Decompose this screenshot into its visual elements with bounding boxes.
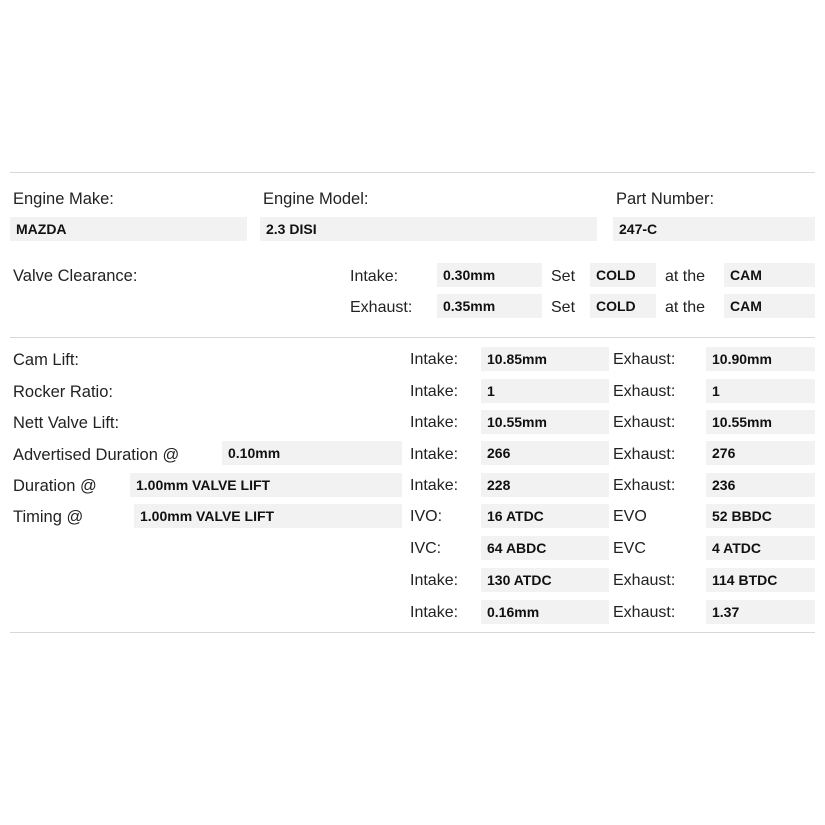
- advertised-duration-exhaust-label: Exhaust:: [613, 446, 676, 463]
- advertised-duration-intake-value: 266: [481, 441, 609, 465]
- cam-lift-intake-value: 10.85mm: [481, 347, 609, 371]
- rocker-ratio-intake-value: 1: [481, 379, 609, 403]
- duration-exhaust-value: 236: [706, 473, 815, 497]
- timing-at-value: 1.00mm VALVE LIFT: [134, 504, 402, 528]
- timing-label: Timing @: [13, 508, 84, 526]
- valve-clearance-intake-at-label: at the: [665, 268, 706, 285]
- valve-clearance-intake-set-label: Set: [551, 268, 576, 285]
- valve-clearance-label: Valve Clearance:: [13, 267, 138, 285]
- evo-label: EVO: [613, 508, 647, 525]
- centerline-exhaust-label: Exhaust:: [613, 572, 676, 589]
- valve-clearance-exhaust-value: 0.35mm: [437, 294, 542, 318]
- advertised-duration-at-value: 0.10mm: [222, 441, 402, 465]
- nett-valve-lift-exhaust-value: 10.55mm: [706, 410, 815, 434]
- divider-middle: [10, 337, 815, 338]
- ivc-label: IVC:: [410, 540, 442, 557]
- cam-lift-exhaust-label: Exhaust:: [613, 351, 676, 368]
- ivo-value: 16 ATDC: [481, 504, 609, 528]
- advertised-duration-label: Advertised Duration @: [13, 446, 180, 464]
- centerline-exhaust-value: 114 BTDC: [706, 568, 815, 592]
- nett-valve-lift-exhaust-label: Exhaust:: [613, 414, 676, 431]
- duration-at-value: 1.00mm VALVE LIFT: [130, 473, 402, 497]
- rocker-ratio-intake-label: Intake:: [410, 383, 459, 400]
- duration-exhaust-label: Exhaust:: [613, 477, 676, 494]
- valve-clearance-exhaust-at-label: at the: [665, 299, 706, 316]
- evo-value: 52 BBDC: [706, 504, 815, 528]
- valve-clearance-exhaust-label: Exhaust:: [350, 299, 413, 316]
- duration-intake-value: 228: [481, 473, 609, 497]
- advertised-duration-exhaust-value: 276: [706, 441, 815, 465]
- rocker-ratio-exhaust-value: 1: [706, 379, 815, 403]
- evc-value: 4 ATDC: [706, 536, 815, 560]
- valve-clearance-intake-at-value: CAM: [724, 263, 815, 287]
- divider-top: [10, 172, 815, 173]
- ivc-value: 64 ABDC: [481, 536, 609, 560]
- valve-clearance-exhaust-at-value: CAM: [724, 294, 815, 318]
- engine-model-value: 2.3 DISI: [260, 217, 597, 241]
- valve-clearance-intake-label: Intake:: [350, 268, 399, 285]
- valve-clearance-exhaust-set-label: Set: [551, 299, 576, 316]
- part-number-value: 247-C: [613, 217, 815, 241]
- centerline-intake-label: Intake:: [410, 572, 459, 589]
- valve-clearance-intake-set-value: COLD: [590, 263, 656, 287]
- lift-tdc-exhaust-value: 1.37: [706, 600, 815, 624]
- valve-clearance-intake-value: 0.30mm: [437, 263, 542, 287]
- nett-valve-lift-intake-label: Intake:: [410, 414, 459, 431]
- duration-intake-label: Intake:: [410, 477, 459, 494]
- lift-tdc-intake-label: Intake:: [410, 604, 459, 621]
- duration-label: Duration @: [13, 477, 97, 495]
- evc-label: EVC: [613, 540, 646, 557]
- rocker-ratio-exhaust-label: Exhaust:: [613, 383, 676, 400]
- valve-clearance-exhaust-set-value: COLD: [590, 294, 656, 318]
- lift-tdc-intake-value: 0.16mm: [481, 600, 609, 624]
- advertised-duration-intake-label: Intake:: [410, 446, 459, 463]
- engine-make-label: Engine Make:: [13, 190, 114, 208]
- engine-make-value: MAZDA: [10, 217, 247, 241]
- divider-bottom: [10, 632, 815, 633]
- engine-model-label: Engine Model:: [263, 190, 369, 208]
- centerline-intake-value: 130 ATDC: [481, 568, 609, 592]
- part-number-label: Part Number:: [616, 190, 715, 208]
- ivo-label: IVO:: [410, 508, 443, 525]
- cam-lift-label: Cam Lift:: [13, 351, 80, 369]
- nett-valve-lift-intake-value: 10.55mm: [481, 410, 609, 434]
- cam-lift-exhaust-value: 10.90mm: [706, 347, 815, 371]
- nett-valve-lift-label: Nett Valve Lift:: [13, 414, 120, 432]
- lift-tdc-exhaust-label: Exhaust:: [613, 604, 676, 621]
- cam-lift-intake-label: Intake:: [410, 351, 459, 368]
- rocker-ratio-label: Rocker Ratio:: [13, 383, 113, 401]
